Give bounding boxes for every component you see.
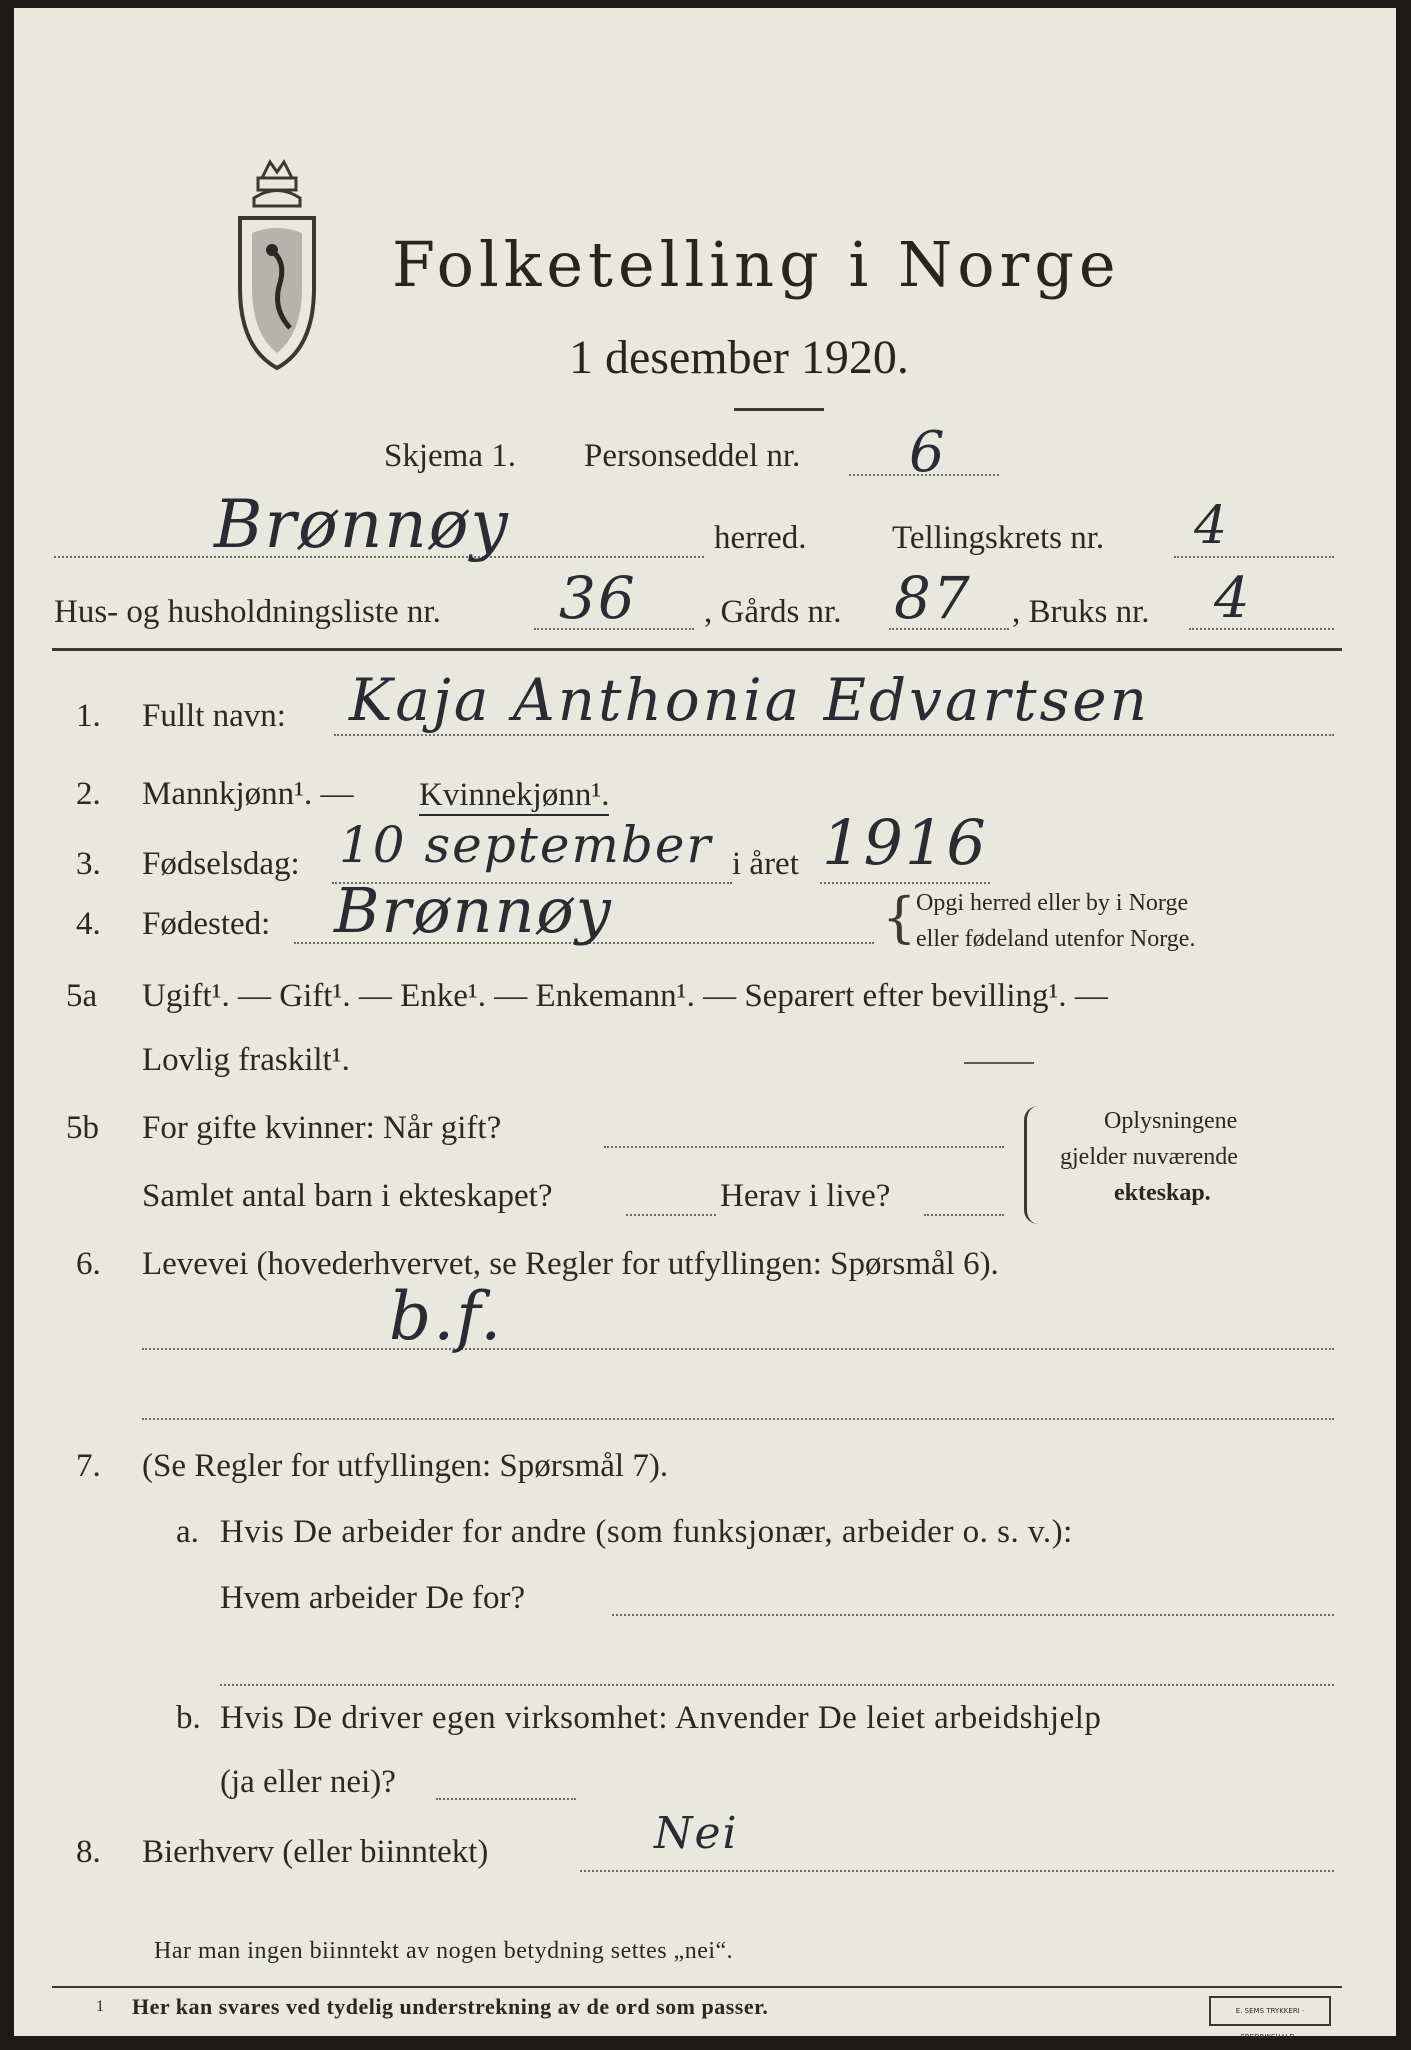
- q5a-number: 5a: [66, 978, 98, 1014]
- birth-year-value: 1916: [822, 806, 988, 879]
- birthplace-note-line1: Opgi herred eller by i Norge: [916, 890, 1189, 916]
- children-alive-field[interactable]: [924, 1214, 1004, 1216]
- schema-label: Skjema 1.: [384, 438, 516, 474]
- birthplace-value: Brønnøy: [334, 874, 613, 947]
- tellingskrets-value: 4: [1194, 496, 1230, 556]
- marital-status-options-line2[interactable]: Lovlig fraskilt¹.: [142, 1042, 350, 1078]
- title-divider: [734, 408, 824, 411]
- q5b-number: 5b: [66, 1110, 99, 1146]
- occupation-field-line1[interactable]: [142, 1348, 1334, 1350]
- census-date: 1 desember 1920.: [569, 331, 909, 384]
- q7b-line2: (ja eller nei)?: [220, 1764, 396, 1800]
- personseddel-value: 6: [909, 420, 947, 485]
- footnote-mark: 1: [96, 1998, 104, 2015]
- children-total-field[interactable]: [626, 1214, 716, 1216]
- bruks-field[interactable]: [1189, 628, 1334, 630]
- birth-year-field[interactable]: [820, 882, 990, 884]
- q3-number: 3.: [76, 846, 101, 882]
- q7b-line1: Hvis De driver egen virksomhet: Anvender De leiet arbeidshjelp: [220, 1700, 1102, 1736]
- tellingskrets-field[interactable]: [1174, 556, 1334, 558]
- printer-stamp: E. SEMS TRYKKERI · FREDRIKSHALD ·: [1209, 1996, 1331, 2026]
- q5b-brace: [1024, 1106, 1041, 1224]
- herred-label: herred.: [714, 520, 807, 556]
- footer-divider: [52, 1986, 1342, 1988]
- q4-number: 4.: [76, 906, 101, 942]
- marital-status-options[interactable]: Ugift¹. — Gift¹. — Enke¹. — Enkemann¹. — Separert efter bevilling¹. —: [142, 978, 1108, 1014]
- q3-label: Fødselsdag:: [142, 846, 300, 882]
- occupation-value: b.f.: [389, 1278, 504, 1355]
- form-title: Folketelling i Norge: [392, 228, 1121, 301]
- full-name-value: Kaja Anthonia Edvartsen: [349, 666, 1150, 734]
- q7a-line2: Hvem arbeider De for?: [220, 1580, 526, 1616]
- q5b-line1: For gifte kvinner: Når gift?: [142, 1110, 502, 1146]
- hired-help-field[interactable]: [436, 1798, 576, 1800]
- q5a-dash-mark: [964, 1062, 1034, 1064]
- q1-number: 1.: [76, 698, 101, 734]
- q5b-alive-label: Herav i live?: [720, 1178, 891, 1214]
- occupation-field-line2[interactable]: [142, 1418, 1334, 1420]
- tellingskrets-label: Tellingskrets nr.: [892, 520, 1105, 556]
- personseddel-label: Personseddel nr.: [584, 438, 801, 474]
- footer-note: Har man ingen biinntekt av nogen betydning settes „nei“.: [154, 1938, 734, 1964]
- q5b-line2: Samlet antal barn i ekteskapet?: [142, 1178, 553, 1214]
- q3-year-label: i året: [732, 846, 799, 882]
- q1-label: Fullt navn:: [142, 698, 286, 734]
- q8-label: Bierhverv (eller biinntekt): [142, 1834, 489, 1870]
- q5b-note-line3: ekteskap.: [1114, 1180, 1211, 1206]
- herred-value: Brønnøy: [214, 486, 510, 563]
- birthplace-note-line2: eller fødeland utenfor Norge.: [916, 926, 1196, 952]
- married-date-field[interactable]: [604, 1146, 1004, 1148]
- q4-label: Fødested:: [142, 906, 271, 942]
- census-form-page: [14, 8, 1396, 2041]
- husliste-label: Hus- og husholdningsliste nr.: [54, 594, 441, 630]
- q7-label: (Se Regler for utfyllingen: Spørsmål 7).: [142, 1448, 669, 1484]
- bruks-value: 4: [1214, 566, 1252, 631]
- q7-number: 7.: [76, 1448, 101, 1484]
- sex-female-option-underlined[interactable]: Kvinnekjønn¹.: [419, 776, 609, 816]
- q5b-note-line1: Oplysningene: [1104, 1108, 1238, 1134]
- side-income-value: Nei: [654, 1808, 739, 1859]
- q4-brace: {: [882, 886, 917, 949]
- q5b-note-line2: gjelder nuværende: [1060, 1144, 1238, 1170]
- q8-number: 8.: [76, 1834, 101, 1870]
- gards-value: 87: [894, 564, 972, 632]
- employer-field-line1[interactable]: [612, 1614, 1334, 1616]
- q7b-number: b.: [176, 1700, 201, 1736]
- employer-field-line2[interactable]: [220, 1684, 1334, 1686]
- q6-label: Levevei (hovederhvervet, se Regler for utfyllingen: Spørsmål 6).: [142, 1246, 999, 1282]
- q2-number: 2.: [76, 776, 101, 812]
- husliste-value: 36: [559, 564, 637, 632]
- full-name-field[interactable]: [334, 734, 1334, 736]
- q7a-number: a.: [176, 1514, 199, 1550]
- q7a-line1: Hvis De arbeider for andre (som funksjonær, arbeider o. s. v.):: [220, 1514, 1073, 1550]
- bruks-label: , Bruks nr.: [1012, 594, 1150, 630]
- footnote-text: Her kan svares ved tydelig understrekning av de ord som passer.: [132, 1994, 769, 2019]
- q6-number: 6.: [76, 1246, 101, 1282]
- gards-label: , Gårds nr.: [704, 594, 842, 630]
- header-divider: [52, 648, 1342, 651]
- birthday-value: 10 september: [339, 816, 713, 874]
- side-income-field[interactable]: [580, 1870, 1334, 1872]
- norwegian-coat-of-arms-icon: [232, 158, 322, 373]
- sex-male-option[interactable]: Mannkjønn¹. —: [142, 776, 354, 812]
